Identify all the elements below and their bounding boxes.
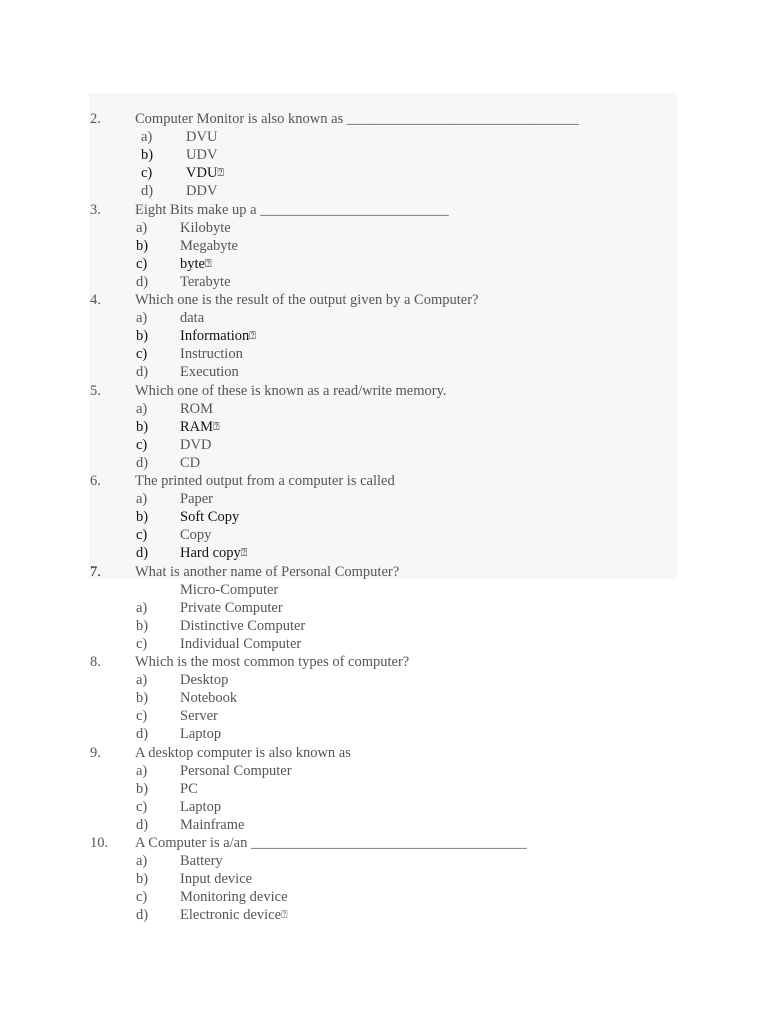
option-letter: a) — [136, 310, 148, 327]
option-label: Laptop — [180, 798, 222, 815]
question-line — [0, 744, 768, 762]
question-line — [0, 110, 768, 128]
option-text — [180, 870, 252, 888]
option-line — [0, 508, 768, 526]
option-line — [0, 599, 768, 617]
option-line — [0, 888, 768, 906]
option-text — [186, 146, 217, 164]
option-line — [0, 780, 768, 798]
option-line — [0, 309, 768, 327]
option-label: Instruction — [180, 346, 243, 363]
option-letter: b) — [141, 147, 154, 164]
option-letter: c) — [136, 889, 148, 906]
answer-mark-icon: ⍰ — [281, 909, 288, 922]
option-letter: a) — [136, 762, 148, 779]
question-number: 6. — [90, 473, 101, 489]
option-label: Battery — [180, 853, 223, 870]
option-letter: a) — [136, 853, 148, 870]
option-label: Monitoring device — [180, 889, 288, 906]
question-text: Computer Monitor is also known as ________________________________ — [135, 111, 579, 127]
question-text: Which one of these is known as a read/write memory. — [135, 382, 447, 399]
option-line — [0, 544, 768, 562]
option-line — [0, 689, 768, 707]
option-label: VDU — [186, 165, 218, 182]
option-line — [0, 526, 768, 544]
option-text — [180, 436, 211, 454]
option-letter: c) — [136, 708, 148, 725]
option-letter: a) — [136, 491, 148, 508]
option-line — [0, 182, 768, 200]
question-text: Which one is the result of the output given by a Computer? — [135, 292, 479, 308]
option-text — [180, 363, 239, 381]
option-letter: d) — [136, 726, 149, 743]
option-label: UDV — [186, 147, 218, 164]
option-text — [180, 725, 221, 743]
option-label: Distinctive Computer — [180, 617, 306, 634]
option-label: DDV — [186, 183, 218, 200]
question-number: 8. — [90, 654, 101, 670]
option-line — [0, 635, 768, 653]
option-line — [0, 617, 768, 635]
option-label: Mainframe — [180, 816, 245, 833]
option-letter: a) — [136, 400, 148, 417]
option-label: Kilobyte — [180, 219, 231, 236]
option-letter: a) — [141, 129, 153, 146]
option-line — [0, 164, 768, 182]
option-line — [0, 345, 768, 363]
option-letter: c) — [136, 527, 148, 544]
option-line — [0, 816, 768, 834]
option-text — [180, 617, 305, 635]
option-label: Copy — [180, 527, 212, 544]
option-line — [0, 255, 768, 273]
option-text — [180, 816, 244, 834]
option-letter: d) — [136, 816, 149, 833]
option-label: Execution — [180, 364, 239, 381]
option-line — [0, 363, 768, 381]
option-label: Soft Copy — [180, 509, 240, 526]
question-number: 4. — [90, 292, 101, 308]
question-line — [0, 563, 768, 581]
option-text — [180, 671, 228, 689]
option-label: Individual Computer — [180, 635, 302, 652]
option-text — [180, 418, 220, 436]
option-letter: d) — [136, 545, 149, 562]
option-label: Megabyte — [180, 237, 238, 254]
option-label: CD — [180, 454, 201, 471]
option-text — [180, 526, 211, 544]
option-text — [180, 454, 200, 472]
option-letter: d) — [136, 364, 149, 381]
option-line — [0, 906, 768, 924]
option-letter: d) — [136, 454, 149, 471]
answer-mark-icon: ⍰ — [213, 420, 220, 433]
option-line — [0, 671, 768, 689]
option-text — [180, 327, 256, 345]
option-text — [186, 164, 224, 182]
option-label: Electronic device — [180, 907, 282, 924]
option-line — [0, 454, 768, 472]
option-letter: d) — [141, 183, 154, 200]
option-line — [0, 798, 768, 816]
option-text — [180, 707, 218, 725]
option-text — [180, 400, 213, 418]
option-label: DVD — [180, 436, 212, 453]
option-text — [180, 852, 223, 870]
option-line — [0, 219, 768, 237]
option-line — [0, 707, 768, 725]
question-number: 2. — [90, 111, 101, 127]
option-letter: c) — [136, 635, 148, 652]
option-line — [0, 237, 768, 255]
option-letter: b) — [136, 418, 149, 435]
option-letter: d) — [136, 273, 149, 290]
option-letter: a) — [136, 599, 148, 616]
question-number: 5. — [90, 382, 101, 399]
option-letter: b) — [136, 617, 149, 634]
option-label: PC — [180, 780, 198, 797]
question-text: Which is the most common types of computer? — [135, 654, 410, 670]
option-text — [180, 309, 204, 327]
option-label: Personal Computer — [180, 762, 292, 779]
option-line — [0, 870, 768, 888]
option-label: ROM — [180, 400, 214, 417]
option-text — [180, 219, 231, 237]
question-line — [0, 201, 768, 219]
option-line — [0, 418, 768, 436]
option-label: DVU — [186, 129, 218, 146]
answer-mark-icon: ⍰ — [204, 257, 212, 270]
option-label: Server — [180, 708, 218, 725]
option-label: Information — [180, 328, 250, 345]
option-label: Terabyte — [180, 273, 231, 290]
option-label: Micro-Computer — [180, 581, 279, 598]
option-letter: c) — [136, 798, 148, 815]
option-letter: b) — [136, 780, 149, 797]
option-letter: b) — [136, 871, 149, 888]
option-letter: a) — [136, 219, 148, 236]
option-text — [180, 508, 239, 526]
answer-mark-icon: ⍰ — [240, 547, 248, 560]
option-letter: a) — [136, 672, 148, 689]
question-line — [0, 653, 768, 671]
option-line — [0, 762, 768, 780]
option-label: Private Computer — [180, 599, 283, 616]
option-label: Paper — [180, 491, 214, 508]
option-letter: b) — [136, 328, 149, 345]
question-number: 9. — [90, 744, 101, 761]
option-letter: c) — [136, 346, 148, 363]
option-label: Laptop — [180, 726, 222, 743]
question-line — [0, 382, 768, 400]
option-text — [180, 273, 231, 291]
option-text — [180, 906, 288, 924]
option-text — [180, 345, 243, 363]
option-line — [0, 273, 768, 291]
question-number: 7. — [90, 563, 101, 580]
option-letter: c) — [136, 255, 148, 272]
option-line — [0, 852, 768, 870]
option-letter: c) — [141, 165, 153, 182]
question-line — [0, 472, 768, 490]
option-text — [180, 544, 247, 562]
option-line — [0, 436, 768, 454]
option-text — [180, 581, 278, 599]
question-text: A desktop computer is also known as — [135, 744, 351, 761]
option-text — [186, 128, 217, 146]
option-text — [180, 635, 301, 653]
option-label: Desktop — [180, 672, 229, 689]
option-line — [0, 490, 768, 508]
option-text — [180, 599, 283, 617]
option-text — [186, 182, 217, 200]
option-line — [0, 327, 768, 345]
option-text — [180, 798, 221, 816]
option-text — [180, 255, 212, 273]
option-line — [0, 400, 768, 418]
option-label: data — [180, 310, 205, 327]
option-text — [180, 237, 238, 255]
question-number: 3. — [90, 201, 101, 218]
option-line — [0, 146, 768, 164]
question-text: A Computer is a/an ______________________________________ — [135, 835, 527, 851]
question-text: What is another name of Personal Computer? — [135, 563, 400, 580]
option-label: Notebook — [180, 690, 238, 707]
option-letter: d) — [136, 907, 149, 924]
option-letter: b) — [136, 237, 149, 254]
question-line — [0, 291, 768, 309]
option-text — [180, 689, 237, 707]
option-label: RAM — [180, 418, 214, 435]
question-number: 10. — [90, 835, 109, 851]
option-text — [180, 780, 198, 798]
question-line — [0, 834, 768, 852]
option-line — [0, 128, 768, 146]
question-text: The printed output from a computer is called — [135, 473, 395, 489]
option-line — [0, 725, 768, 743]
option-line — [0, 581, 768, 599]
option-text — [180, 490, 213, 508]
option-label: byte — [180, 255, 205, 272]
question-text: Eight Bits make up a __________________________ — [135, 201, 449, 218]
option-letter: b) — [136, 509, 149, 526]
answer-mark-icon: ⍰ — [217, 167, 225, 180]
option-letter: c) — [136, 436, 148, 453]
option-text — [180, 888, 288, 906]
answer-mark-icon: ⍰ — [249, 330, 256, 343]
option-text — [180, 762, 292, 780]
option-label: Hard copy — [180, 545, 241, 562]
option-letter: b) — [136, 690, 149, 707]
option-label: Input device — [180, 871, 253, 888]
